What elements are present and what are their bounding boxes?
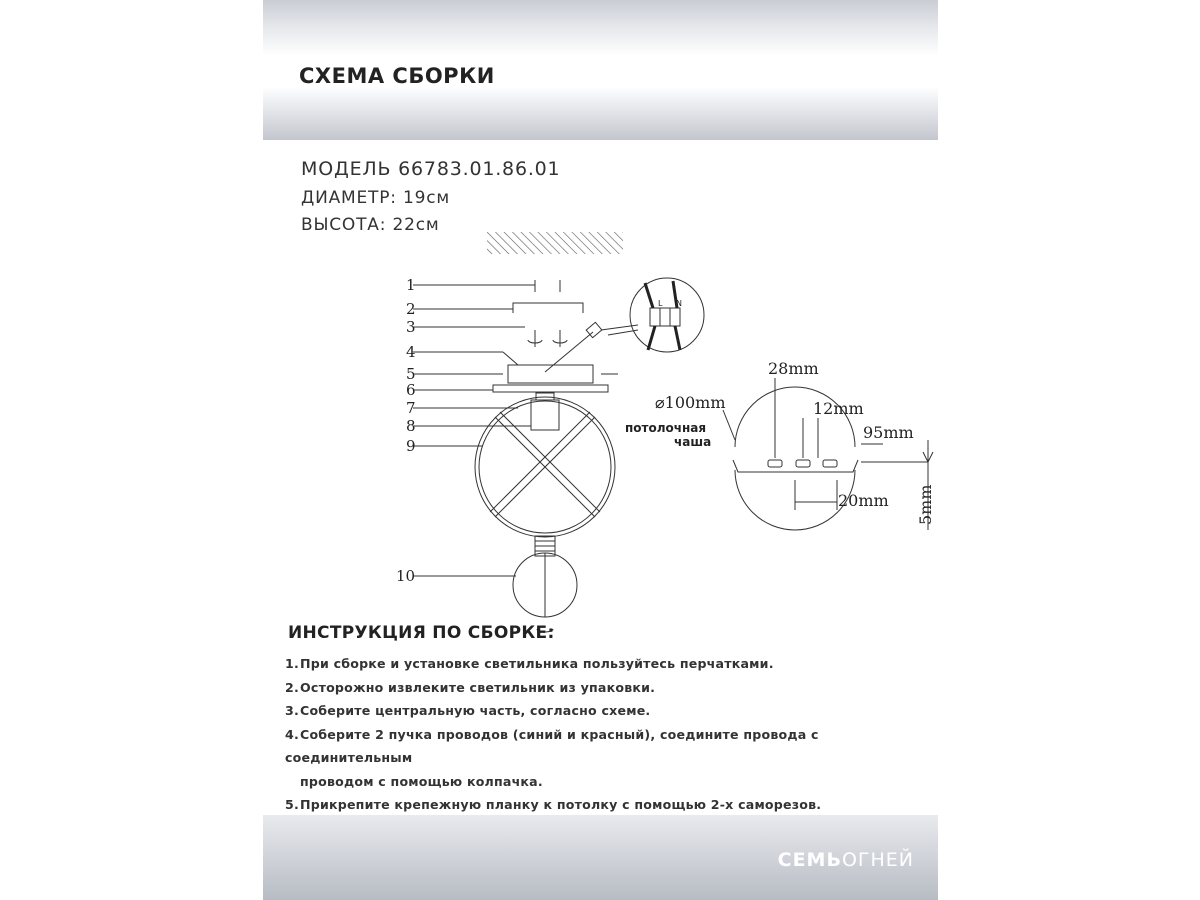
part-label-5: 5 <box>406 365 416 383</box>
part-label-1: 1 <box>406 276 416 294</box>
cup-label-line2: чаша <box>674 435 712 449</box>
assembly-sheet <box>263 0 938 900</box>
dim-28mm: 28mm <box>768 359 819 378</box>
footer-band <box>263 815 938 900</box>
dim-5mm: 5mm <box>916 484 935 525</box>
ceiling-hatch <box>487 232 623 254</box>
connector-label-l: L <box>658 299 663 308</box>
page-title: СХЕМА СБОРКИ <box>299 64 495 88</box>
dim-20mm: 20mm <box>838 491 889 510</box>
step-1: 1.При сборке и установке светильника пользуйтесь перчатками. <box>285 656 774 671</box>
step-3: 3.Соберите центральную часть, согласно схеме. <box>285 703 651 718</box>
part-label-2: 2 <box>406 300 416 318</box>
dim-12mm: 12mm <box>813 399 864 418</box>
step-5: 5.Прикрепите крепежную планку к потолку с помощью 2-х саморезов. <box>285 797 822 812</box>
part-label-10: 10 <box>396 567 416 585</box>
part-label-8: 8 <box>406 417 416 435</box>
part-label-7: 7 <box>406 399 416 417</box>
model-spec: МОДЕЛЬ 66783.01.86.01 <box>301 158 561 180</box>
assembly-diagram <box>263 0 938 650</box>
instructions-title: ИНСТРУКЦИЯ ПО СБОРКЕ: <box>288 623 555 643</box>
part-label-3: 3 <box>406 318 416 336</box>
connector-label-n: N <box>676 299 682 308</box>
dim-95mm: 95mm <box>863 423 914 442</box>
part-label-4: 4 <box>406 343 416 361</box>
brand-logo: СЕМЬОГНЕЙ <box>777 849 914 871</box>
part-label-9: 9 <box>406 437 416 455</box>
step-2: 2.Осторожно извлеките светильник из упаковки. <box>285 679 656 695</box>
height-spec: ВЫСОТА: 22см <box>301 215 440 235</box>
part-labels <box>396 276 416 585</box>
part-label-6: 6 <box>406 381 416 399</box>
diameter-spec: ДИАМЕТР: 19см <box>301 188 451 208</box>
cup-diameter-label: ⌀100mm <box>655 393 726 412</box>
cup-label-line1: потолочная <box>625 421 707 435</box>
step-4: 4.Соберите 2 пучка проводов (синий и красный), соедините провода с соединительным проводом с помощью колпачка. <box>285 726 819 789</box>
